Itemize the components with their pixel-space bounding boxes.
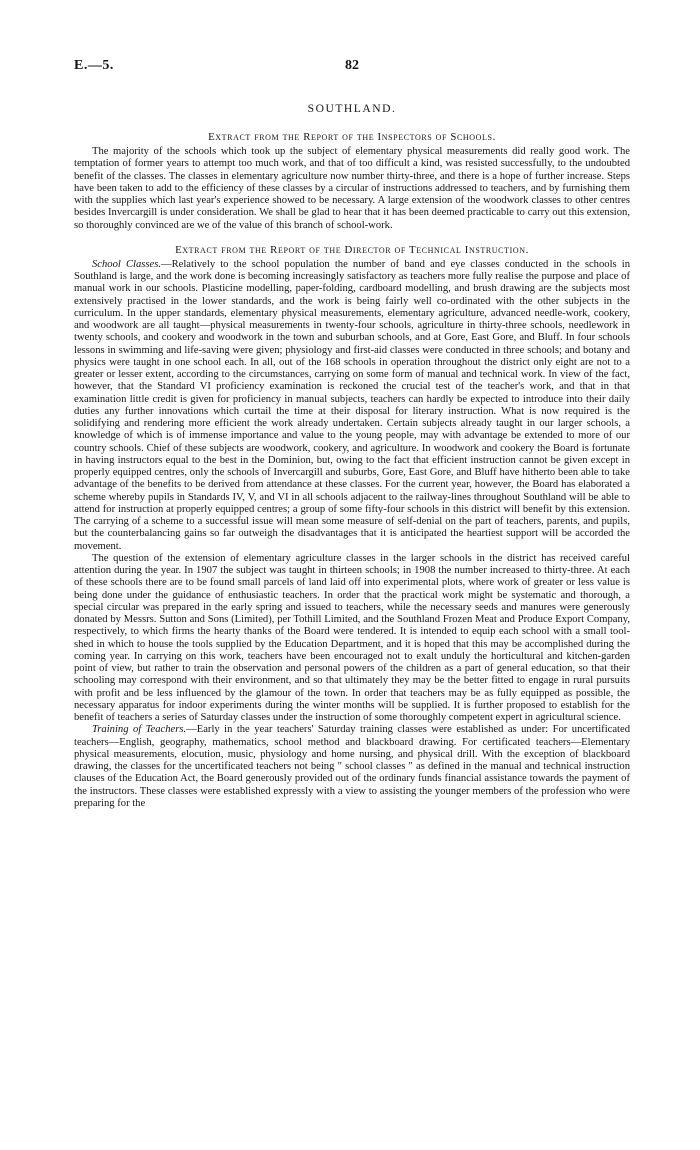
paragraph-text: —Relatively to the school population the number of band and eye classes conducted in the schools in Southland is large, and the work done is becoming increasingly satisfactory as teachers more fully realise the purpose and place of manual work in our schools. Plasticine modelling, paper-folding, cardboard modelling, and brush drawing are the subjects most extensively practised in the lower standards, and the work is being fairly well co-ordinated with the other subjects in the curriculum. In the upper standards, elementary physical measurements, elementary agriculture, advanced needle-work, cookery, and woodwork are all taught—physical measurements in twenty-four schools, agriculture in thirty-three schools, needlework in twenty schools, and cookery and woodwork in the town and suburban schools, and at Gore, East Gore, and Bluff. In four schools lessons in swimming and life-saving were given; physiology and first-aid classes were conducted in three schools; and botany and physics were taught in one school each. In all, out of the 168 schools in operation throughout the district only eight are not to a greater or lesser extent, according to the circumstances, carrying on some form of manual and technical work. In view of the fact, however, that the Standard VI proficiency examination is reckoned the crucial test of the teacher's work, and that in that examination little credit is given for proficiency in manual subjects, teachers can hardly be expected to introduce into their daily duties any further innovations which curtail the time at their disposal for literary instruction. What is now required is the solidifying and rendering more efficient the work already undertaken. Certain subjects already taught in our larger schools, a knowledge of which is of immense importance and value to the young people, may with advantage be extended to more of our country schools. Chief of these subjects are woodwork, cookery, and agriculture. In woodwork and cookery the Board is fortunate in having instructors equal to the best in the Dominion, but, owing to the fact that efficient instruction cannot be given except in properly equipped centres, only the schools of Invercargill and suburbs, Gore, East Gore, and Bluff have hitherto been able to take advantage of the benefits to be derived from attendance at these classes. For the current year, however, the Board has elaborated a scheme whereby pupils in Standards IV, V, and VI in all schools adjacent to the railway-lines throughout Southland will be able to attend for instruction at properly equipped centres; a group of some fifty-four schools in this district will benefit by this extension. The carrying of a scheme to a successful issue will mean some measure of self-denial on the part of teachers, parents, and pupils, but the counterbalancing gains so far outweigh the disadvantages that it is anticipated the heartiest support will be accorded the movement. <box>74 258 630 552</box>
paragraph <box>74 724 630 810</box>
paragraph-text: The majority of the schools which took up the subject of elementary physical measurements did really good work. The temptation of former years to attempt too much work, and that of too difficult a kind, was resisted successfully, to the undoubted benefit of the classes. The classes in elementary agriculture now number thirty-three, and there is a hope of further increase. Steps have been taken to add to the efficiency of these classes by a circular of instructions addressed to teachers, and by furnishing them with the supplies which last year's experience showed to be necessary. A large extension of the woodwork classes to other centres besides Invercargill is under consideration. We shall be glad to hear that it has been deemed practicable to carry out this extension, so thoroughly convinced are we of the value of this branch of school-work. <box>74 146 630 231</box>
report-reference: E.—5. <box>74 58 114 73</box>
paragraph-lead: School Classes. <box>92 258 161 270</box>
page-number: 82 <box>345 58 359 73</box>
section-heading-inspectors: Extract from the Report of the Inspectors of Schools. <box>208 131 496 143</box>
paragraph-lead: Training of Teachers. <box>92 724 187 736</box>
paragraph <box>74 259 630 553</box>
paragraph-text: The question of the extension of elementary agriculture classes in the larger schools in the district has received careful attention during the year. In 1907 the subject was taught in thirteen schools; in 1908 the number increased to thirty-three. At each of these schools there are to be found small parcels of land laid off into experimental plots, where work of greater or less value is being done under the guidance of enthusiastic teachers. In order that the practical work might be systematic and thorough, a special circular was prepared in the early spring and issued to teachers, while the necessary seeds and manures were generously donated by Messrs. Sutton and Sons (Limited), per Tothill Limited, and the Southland Frozen Meat and Produce Export Company, respectively, to which firms the hearty thanks of the Board were tendered. It is intended to equip each school with a small tool-shed in which to house the tools supplied by the Education Department, and it is hoped that this may be accomplished during the coming year. In carrying on this work, teachers have been encouraged not to exalt unduly the horticultural and kitchen-garden point of view, but rather to train the observation and personal powers of the children as a part of general education, so that their schooling may correspond with their environment, and so that ultimately they may be the better fitted to engage in rural pursuits with profit and be less influenced by the glamour of the town. In order that teachers may be as fully equipped as possible, the necessary apparatus for indoor experiments during the winter months will be supplied. It is further proposed to establish for the benefit of teachers a series of Saturday classes under the instruction of some thoroughly competent expert in agricultural science. <box>74 552 630 723</box>
region-title: SOUTHLAND. <box>307 102 397 115</box>
paragraph-text: —Early in the year teachers' Saturday training classes were established as under: For uncertificated teachers—English, geography, mathematics, school method and blackboard drawing. For certificated teachers—Elementary physical measurements, elocution, music, physiology and home nursing, and physical drill. With the exception of blackboard drawing, the classes for the uncertificated teachers not being " school classes " as defined in the manual and technical instruction clauses of the Education Act, the Board generously provided out of the ordinary funds financial assistance towards the payment of the instructors. These classes were established expressly with a view to assisting the younger members of the profession who were preparing for the <box>74 724 630 809</box>
paragraph <box>74 553 630 725</box>
section-heading-director: Extract from the Report of the Director of Technical Instruction. <box>175 243 529 256</box>
page-header <box>74 44 630 73</box>
paragraph <box>74 146 630 232</box>
